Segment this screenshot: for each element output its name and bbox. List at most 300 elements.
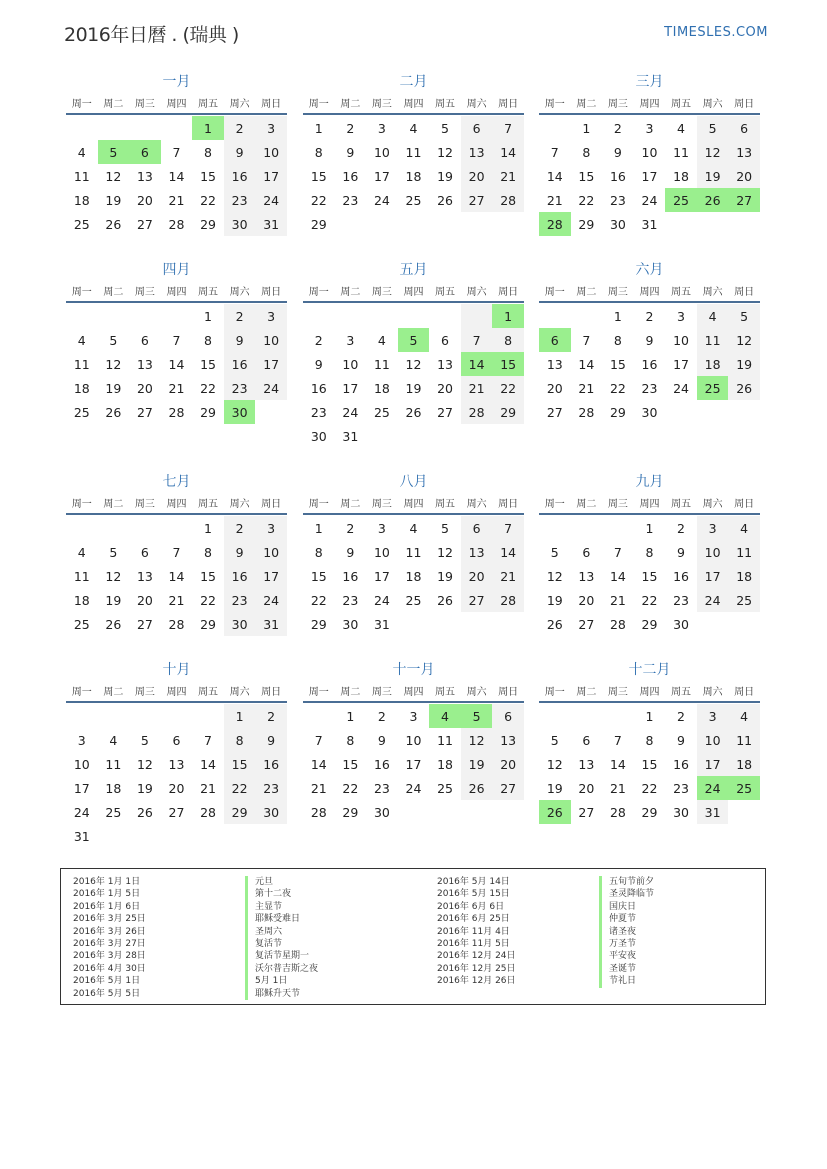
day-cell: 16: [673, 568, 689, 584]
day-cell: 13: [461, 540, 493, 564]
day-cell: 15: [578, 168, 595, 184]
day-cell: 28: [310, 804, 327, 820]
day-cell: 23: [224, 188, 256, 212]
weekday-label: 周五: [671, 99, 692, 110]
day-cell: 14: [168, 356, 185, 372]
day-cell: 27: [461, 188, 493, 212]
day-cell: 4: [409, 120, 418, 136]
day-cell: 18: [697, 352, 729, 376]
day-cell: 11: [373, 356, 390, 372]
day-cell: 3: [677, 308, 685, 324]
day-cell: 12: [546, 756, 563, 772]
day-cell: 5: [550, 732, 559, 748]
day-cell: 14: [492, 140, 524, 164]
day-cell: 20: [461, 564, 493, 588]
empty-day-cell: [429, 612, 461, 636]
holiday-day-cell: 5: [398, 328, 430, 352]
holiday-day-cell: 26: [697, 188, 729, 212]
day-cell: 26: [105, 216, 122, 232]
holiday-day-cell: 4: [429, 704, 461, 728]
day-cell: 17: [697, 564, 729, 588]
day-cell: 22: [641, 592, 658, 608]
day-cell: 26: [405, 404, 422, 420]
holiday-day-cell: 1: [492, 304, 524, 328]
weekday-label: 周六: [466, 287, 487, 298]
empty-day-cell: [571, 704, 603, 728]
empty-day-cell: [461, 800, 493, 824]
day-cell: 29: [200, 404, 216, 420]
day-cell: 30: [310, 428, 327, 444]
weekday-label: 周二: [576, 499, 597, 510]
weekday-header: [539, 280, 760, 303]
weekday-label: 周四: [639, 499, 660, 510]
weekday-label: 周五: [435, 287, 456, 298]
day-cell: 29: [578, 216, 595, 232]
day-cell: 19: [105, 380, 122, 396]
day-cell: 20: [168, 780, 185, 796]
day-cell: 13: [437, 356, 453, 372]
day-cell: 10: [73, 756, 90, 772]
holiday-name: 诸圣夜: [599, 926, 654, 938]
empty-day-cell: [571, 516, 603, 540]
empty-day-cell: [366, 304, 398, 328]
day-cell: 28: [168, 616, 185, 632]
empty-day-cell: [192, 824, 224, 848]
day-cell: 20: [492, 752, 524, 776]
day-cell: 26: [105, 404, 122, 420]
day-cell: 23: [641, 380, 658, 396]
day-cell: 6: [582, 732, 591, 748]
weekday-label: 周五: [435, 499, 456, 510]
weekday-label: 周六: [702, 687, 723, 698]
day-cell: 5: [697, 116, 729, 140]
day-cell: 29: [609, 404, 626, 420]
holiday-name: 圣周六: [245, 926, 318, 938]
day-grid: [66, 516, 287, 636]
day-cell: 11: [405, 144, 422, 160]
holidays-panel: [60, 868, 766, 1005]
site-brand-link[interactable]: TIMESLES.COM: [664, 25, 768, 40]
day-cell: 28: [492, 588, 524, 612]
month-name: 八月: [399, 474, 428, 490]
weekday-label: 周一: [544, 687, 565, 698]
empty-day-cell: [366, 212, 398, 236]
day-cell: 22: [578, 192, 595, 208]
holiday-name: 沃尔普吉斯之夜: [245, 963, 318, 975]
day-cell: 25: [105, 804, 122, 820]
day-grid: [303, 304, 524, 448]
day-cell: 12: [437, 144, 453, 160]
day-cell: 27: [578, 616, 595, 632]
day-cell: 10: [697, 540, 729, 564]
day-cell: 28: [200, 804, 216, 820]
day-cell: 14: [546, 168, 563, 184]
day-cell: 31: [73, 828, 90, 844]
holiday-name: 元旦: [245, 876, 318, 888]
month-name: 十一月: [392, 662, 435, 678]
day-grid: [539, 704, 760, 824]
day-cell: 17: [342, 380, 359, 396]
weekday-label: 周四: [403, 499, 424, 510]
day-cell: 1: [204, 308, 212, 324]
weekday-label: 周三: [607, 287, 628, 298]
day-cell: 7: [613, 732, 622, 748]
day-cell: 19: [437, 168, 453, 184]
weekday-label: 周一: [71, 99, 92, 110]
day-cell: 30: [373, 804, 390, 820]
day-cell: 1: [582, 120, 591, 136]
day-cell: 6: [140, 332, 149, 348]
weekday-header: [303, 280, 524, 303]
weekday-label: 周二: [576, 687, 597, 698]
weekday-label: 周二: [340, 287, 361, 298]
day-cell: 27: [136, 404, 153, 420]
empty-day-cell: [98, 824, 130, 848]
day-cell: 4: [77, 332, 86, 348]
day-cell: 24: [697, 588, 729, 612]
day-cell: 7: [172, 332, 181, 348]
day-cell: 4: [77, 144, 86, 160]
weekday-label: 周二: [103, 499, 124, 510]
empty-day-cell: [192, 704, 224, 728]
day-cell: 3: [255, 116, 287, 140]
day-cell: 23: [342, 592, 359, 608]
day-cell: 3: [255, 516, 287, 540]
month-name: 三月: [635, 74, 664, 90]
weekday-label: 周日: [498, 287, 519, 298]
empty-day-cell: [539, 704, 571, 728]
day-cell: 25: [73, 216, 90, 232]
empty-day-cell: [602, 516, 634, 540]
day-cell: 5: [140, 732, 149, 748]
day-cell: 3: [409, 708, 418, 724]
empty-day-cell: [255, 400, 287, 424]
month-name: 五月: [399, 262, 428, 278]
weekday-label: 周二: [340, 499, 361, 510]
day-cell: 21: [609, 592, 626, 608]
weekday-header: [66, 680, 287, 703]
weekday-label: 周六: [702, 499, 723, 510]
weekday-label: 周五: [198, 499, 219, 510]
weekday-label: 周六: [229, 287, 250, 298]
weekday-label: 周三: [134, 499, 155, 510]
month-calendar: [539, 72, 760, 236]
holiday-day-cell: 5: [461, 704, 493, 728]
weekday-label: 周六: [229, 99, 250, 110]
day-cell: 11: [105, 756, 122, 772]
day-cell: 1: [204, 520, 212, 536]
day-cell: 24: [641, 192, 658, 208]
holiday-name: 万圣节: [599, 938, 654, 950]
day-cell: 26: [136, 804, 153, 820]
day-cell: 8: [204, 144, 212, 160]
day-cell: 24: [255, 376, 287, 400]
holiday-name: 节礼日: [599, 975, 654, 987]
day-cell: 16: [255, 752, 287, 776]
day-cell: 18: [728, 752, 760, 776]
holiday-date: 2016年 5月 15日: [437, 889, 510, 900]
day-cell: 16: [224, 564, 256, 588]
day-cell: 14: [609, 568, 626, 584]
weekday-label: 周三: [607, 499, 628, 510]
day-cell: 30: [224, 212, 256, 236]
day-cell: 27: [136, 216, 153, 232]
empty-day-cell: [335, 304, 367, 328]
day-cell: 18: [73, 192, 90, 208]
day-cell: 21: [609, 780, 626, 796]
day-cell: 3: [697, 516, 729, 540]
day-cell: 3: [645, 120, 654, 136]
day-cell: 18: [673, 168, 689, 184]
day-cell: 19: [546, 592, 563, 608]
day-cell: 24: [255, 588, 287, 612]
day-cell: 28: [168, 216, 185, 232]
day-cell: 24: [73, 804, 90, 820]
day-cell: 15: [200, 356, 216, 372]
day-cell: 14: [492, 540, 524, 564]
day-cell: 20: [136, 380, 153, 396]
month-name: 十二月: [628, 662, 671, 678]
day-cell: 10: [255, 140, 287, 164]
empty-day-cell: [492, 800, 524, 824]
month-calendar: [539, 260, 760, 424]
day-cell: 9: [677, 544, 685, 560]
day-cell: 18: [373, 380, 390, 396]
empty-day-cell: [492, 424, 524, 448]
empty-day-cell: [571, 304, 603, 328]
weekday-label: 周一: [308, 287, 329, 298]
empty-day-cell: [129, 824, 161, 848]
empty-day-cell: [697, 212, 729, 236]
weekday-label: 周五: [435, 687, 456, 698]
empty-day-cell: [539, 304, 571, 328]
day-cell: 2: [346, 120, 355, 136]
day-cell: 27: [546, 404, 563, 420]
day-cell: 4: [109, 732, 118, 748]
day-cell: 9: [314, 356, 323, 372]
day-cell: 19: [697, 164, 729, 188]
day-cell: 2: [224, 116, 256, 140]
weekday-label: 周三: [371, 99, 392, 110]
weekday-label: 周日: [734, 99, 755, 110]
day-cell: 21: [310, 780, 327, 796]
day-cell: 23: [673, 780, 689, 796]
day-cell: 3: [255, 304, 287, 328]
day-cell: 11: [728, 540, 760, 564]
weekday-label: 周四: [166, 499, 187, 510]
weekday-label: 周四: [166, 99, 187, 110]
empty-day-cell: [129, 516, 161, 540]
empty-day-cell: [539, 116, 571, 140]
day-cell: 18: [405, 568, 422, 584]
day-cell: 31: [255, 212, 287, 236]
day-cell: 5: [441, 120, 449, 136]
day-cell: 18: [105, 780, 122, 796]
day-cell: 7: [582, 332, 591, 348]
day-cell: 13: [728, 140, 760, 164]
holiday-date: 2016年 12月 24日: [437, 951, 516, 962]
day-cell: 22: [641, 780, 658, 796]
empty-day-cell: [461, 424, 493, 448]
day-cell: 23: [255, 776, 287, 800]
day-cell: 11: [73, 168, 90, 184]
day-cell: 6: [172, 732, 181, 748]
day-cell: 12: [405, 356, 422, 372]
weekday-label: 周日: [734, 687, 755, 698]
empty-day-cell: [66, 116, 98, 140]
weekday-label: 周五: [198, 99, 219, 110]
holiday-day-cell: 24: [697, 776, 729, 800]
empty-day-cell: [161, 516, 193, 540]
empty-day-cell: [697, 400, 729, 424]
weekday-label: 周日: [261, 687, 282, 698]
day-cell: 17: [405, 756, 422, 772]
day-grid: [303, 116, 524, 236]
day-cell: 14: [578, 356, 595, 372]
empty-day-cell: [728, 212, 760, 236]
day-cell: 21: [200, 780, 216, 796]
weekday-label: 周五: [435, 99, 456, 110]
empty-day-cell: [728, 800, 760, 824]
day-cell: 26: [105, 616, 122, 632]
day-cell: 16: [342, 168, 359, 184]
weekday-label: 周五: [671, 499, 692, 510]
empty-day-cell: [665, 400, 697, 424]
day-cell: 15: [342, 756, 359, 772]
month-calendar: [303, 472, 524, 636]
day-cell: 30: [255, 800, 287, 824]
holiday-name: 5月 1日: [245, 975, 318, 987]
day-cell: 19: [546, 780, 563, 796]
day-cell: 20: [461, 164, 493, 188]
day-grid: [539, 304, 760, 424]
day-cell: 19: [105, 592, 122, 608]
holiday-date: 2016年 4月 30日: [73, 963, 146, 974]
empty-day-cell: [461, 304, 493, 328]
empty-day-cell: [66, 304, 98, 328]
weekday-label: 周三: [371, 687, 392, 698]
weekday-label: 周二: [340, 99, 361, 110]
day-cell: 18: [73, 380, 90, 396]
day-cell: 11: [697, 328, 729, 352]
day-cell: 21: [461, 376, 493, 400]
holiday-date: 2016年 11月 4日: [437, 926, 510, 937]
day-cell: 6: [582, 544, 591, 560]
month-name: 九月: [635, 474, 664, 490]
day-cell: 3: [346, 332, 355, 348]
day-cell: 12: [105, 168, 122, 184]
day-cell: 24: [373, 192, 390, 208]
weekday-label: 周日: [734, 287, 755, 298]
weekday-label: 周六: [466, 687, 487, 698]
empty-day-cell: [398, 800, 430, 824]
month-calendar: [66, 72, 287, 236]
day-cell: 2: [677, 520, 685, 536]
day-cell: 15: [200, 568, 216, 584]
day-cell: 26: [546, 616, 563, 632]
day-cell: 15: [609, 356, 626, 372]
weekday-label: 周一: [308, 99, 329, 110]
empty-day-cell: [129, 116, 161, 140]
month-calendar: [66, 660, 287, 848]
month-name: 七月: [162, 474, 191, 490]
day-cell: 3: [77, 732, 86, 748]
weekday-header: [539, 680, 760, 703]
day-cell: 15: [310, 168, 327, 184]
day-cell: 19: [405, 380, 422, 396]
day-cell: 28: [492, 188, 524, 212]
weekday-label: 周二: [103, 687, 124, 698]
day-cell: 28: [461, 400, 493, 424]
day-cell: 31: [697, 800, 729, 824]
weekday-label: 周二: [340, 687, 361, 698]
empty-day-cell: [303, 304, 335, 328]
day-cell: 15: [641, 568, 658, 584]
day-cell: 13: [136, 356, 153, 372]
empty-day-cell: [398, 424, 430, 448]
day-cell: 16: [673, 756, 689, 772]
day-cell: 20: [578, 780, 595, 796]
month-calendar: [66, 260, 287, 424]
empty-day-cell: [461, 212, 493, 236]
day-cell: 14: [310, 756, 327, 772]
weekday-header: [303, 492, 524, 515]
day-cell: 20: [437, 380, 453, 396]
day-cell: 7: [172, 544, 181, 560]
holiday-date: 2016年 1月 1日: [73, 877, 141, 887]
day-cell: 31: [641, 216, 658, 232]
day-cell: 31: [255, 612, 287, 636]
day-cell: 16: [310, 380, 327, 396]
weekday-label: 周三: [134, 687, 155, 698]
holiday-date: 2016年 5月 1日: [73, 976, 141, 987]
day-cell: 26: [437, 592, 453, 608]
day-cell: 11: [728, 728, 760, 752]
day-cell: 6: [728, 116, 760, 140]
day-cell: 1: [224, 704, 256, 728]
day-cell: 8: [645, 732, 654, 748]
holiday-date: 2016年 6月 6日: [437, 901, 505, 912]
day-cell: 19: [728, 352, 760, 376]
day-cell: 4: [377, 332, 386, 348]
weekday-label: 周四: [166, 687, 187, 698]
day-cell: 10: [255, 328, 287, 352]
weekday-header: [539, 92, 760, 115]
day-cell: 27: [136, 616, 153, 632]
weekday-header: [303, 680, 524, 703]
day-cell: 6: [140, 544, 149, 560]
day-cell: 13: [492, 728, 524, 752]
empty-day-cell: [461, 612, 493, 636]
day-cell: 29: [641, 804, 658, 820]
day-cell: 22: [342, 780, 359, 796]
empty-day-cell: [255, 824, 287, 848]
day-grid: [66, 116, 287, 236]
holiday-date: 2016年 3月 27日: [73, 938, 146, 949]
month-calendar: [66, 472, 287, 636]
day-cell: 11: [73, 356, 90, 372]
day-cell: 11: [437, 732, 453, 748]
day-cell: 25: [73, 616, 90, 632]
empty-day-cell: [539, 516, 571, 540]
day-cell: 16: [224, 164, 256, 188]
day-cell: 4: [728, 516, 760, 540]
day-cell: 17: [697, 752, 729, 776]
day-cell: 17: [373, 568, 390, 584]
day-cell: 19: [136, 780, 153, 796]
day-cell: 10: [255, 540, 287, 564]
day-grid: [66, 704, 287, 848]
